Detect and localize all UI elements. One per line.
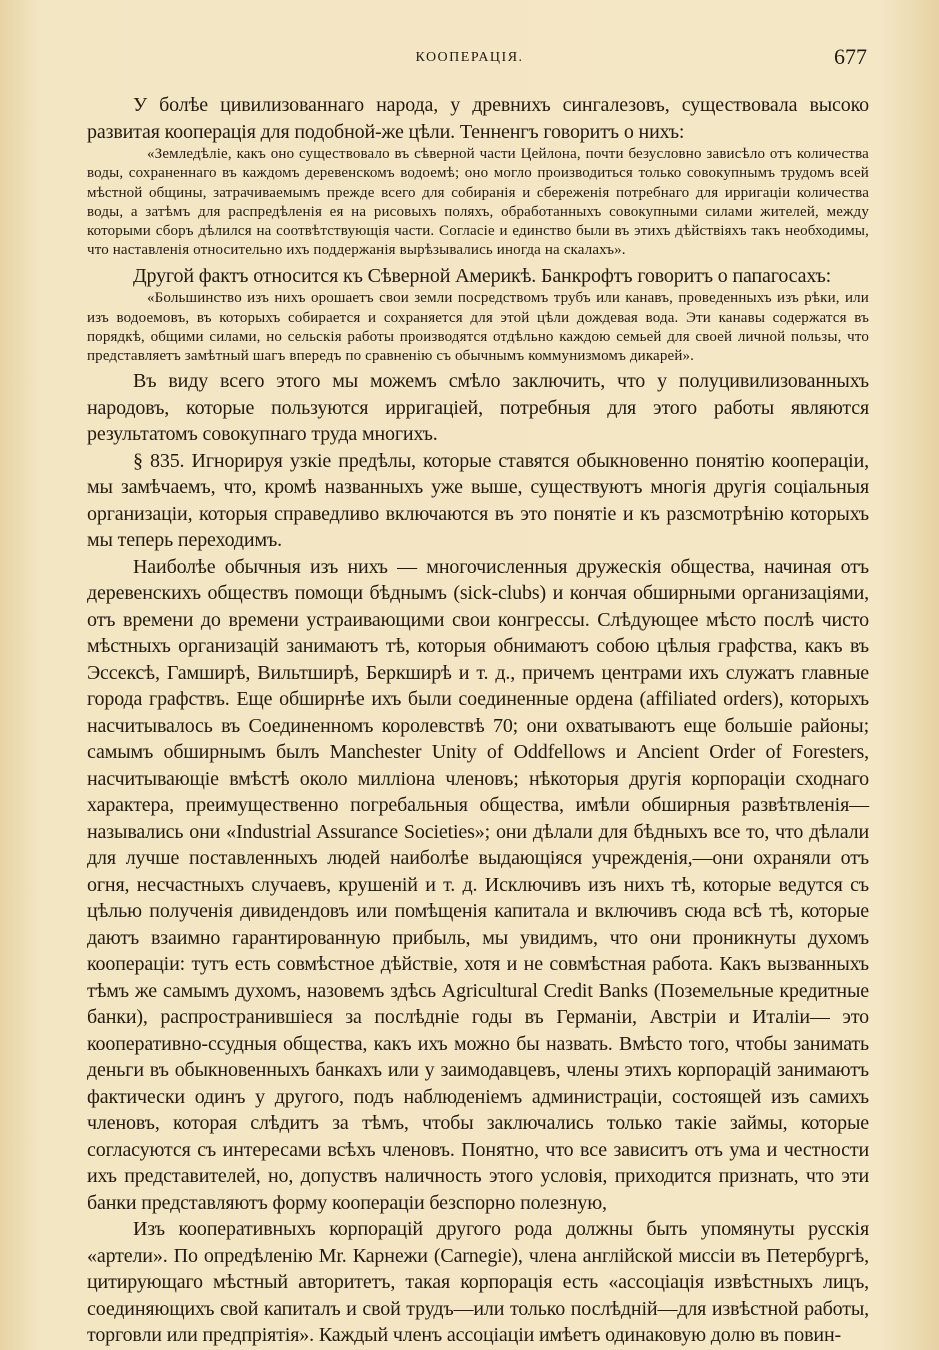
page-number: 677 [834,44,867,69]
section-paragraph: § 835. Игнорируя узкіе предѣлы, которые ставятся обыкновенно понятію коопераціи, мы замѣчаемъ, что, кромѣ названныхъ уже выше, существуютъ многія другія соціальныя организаціи, которыя справедливо включаются въ это понятіе и къ разсмотрѣнію которыхъ мы теперь переходимъ. [87,449,869,552]
paragraph: Наиболѣе обычныя изъ нихъ — многочисленныя дружескія общества, начиная отъ деревенскихъ обществъ помощи бѣднымъ (sick-clubs) и кончая обширными организаціями, отъ времени до времени устраивающими свои конгрессы. Слѣдующее мѣсто послѣ чисто мѣстныхъ организацій занимаютъ тѣ, которыя обнимаютъ собою цѣлыя графства, какъ въ Эссексѣ, Гамширѣ, Вильтширѣ, Беркширѣ и т. д., причемъ центрами ихъ служатъ главные города графствъ. Еще обширнѣе ихъ были соединенные ордена (affiliated orders), которыхъ насчитывалось въ Соединенномъ королевствѣ 70; они охватываютъ еще большіе районы; самымъ обширнымъ былъ Manchester Unity of Oddfellows и Ancient Order of Foresters, насчитывающіе вмѣстѣ около милліона членовъ; нѣкоторыя другія корпораціи сходнаго характера, преимущественно погребальныя общества, имѣли обширныя развѣтвленія— назывались они «Industrial Assurance Societies»; они дѣлали для бѣдныхъ все то, что дѣлали для лучше поставленныхъ людей наиболѣе выдающіяся учрежденія,—они охраняли отъ огня, несчастныхъ случаевъ, крушеній и т. д. Исключивъ изъ нихъ тѣ, которые ведутся съ цѣлью полученія дивидендовъ или помѣщенія капитала и включивъ сюда всѣ тѣ, которые даютъ взаимно гарантированную прибыль, мы увидимъ, что они проникнуты духомъ коопераціи: тутъ есть совмѣстное дѣйствіе, хотя и не совмѣстная работа. Какъ вызванныхъ тѣмъ же самымъ духомъ, назовемъ здѣсь Agricultural Credit Banks (Поземельные кредитные банки), распространившіеся за послѣдніе годы въ Германіи, Австріи и Италіи— это кооперативно-ссудныя общества, какъ ихъ можно бы назвать. Вмѣсто того, чтобы занимать деньги въ обыкновенныхъ банкахъ или у заимодавцевъ, члены этихъ корпорацій занимаютъ фактически одинъ у другого, подъ наблюденіемъ администраціи, состоящей изъ самихъ членовъ, которая слѣдитъ за тѣмъ, чтобы заключались только такіе займы, которые согласуются съ интересами всѣхъ членовъ. Понятно, что все зависитъ отъ ума и честности ихъ представителей, но, допуствъ наличность этого условія, приходится признать, что эти банки представляютъ форму коопераціи безспорно полезную, [87,555,869,1214]
running-title: КООПЕРАЦІЯ. [415,50,524,65]
body-text [87,92,869,1349]
running-header [0,44,939,74]
paragraph: Въ виду всего этого мы можемъ смѣло заключить, что у полуцивилизованныхъ народовъ, которые пользуются ирригаціей, потребныя для этого работы являются результатомъ совокупнаго труда многихъ. [87,370,869,446]
block-quote: «Земледѣліе, какъ оно существовало въ сѣверной части Цейлона, почти безусловно зависѣло отъ количества воды, сохраненнаго въ каждомъ деревенскомъ водоемѣ; оно могло производиться только совокупнымъ трудомъ всей мѣстной общины, затрачиваемымъ прежде всего для собиранія и сбереженія потребнаго для ирригаціи количества воды, а затѣмъ для распредѣленія ея на рисовыхъ поляхъ, обработанныхъ совокупными силами жителей, между которыми сборъ дѣлился на соотвѣтствующія части. Согласіе и единство были въ этихъ дѣйствіяхъ такъ необходимы, что наставленія относительно ихъ поддержанія вырѣзывались иногда на скалахъ». [87,146,869,259]
paragraph: У болѣе цивилизованнаго народа, у древнихъ сингалезовъ, существовала высоко развитая кооперація для подобной-же цѣли. Тенненгъ говоритъ о нихъ: [87,94,869,143]
paragraph: Другой фактъ относится къ Сѣверной Америкѣ. Банкрофтъ говоритъ о папагосахъ: [133,264,832,287]
paragraph: Изъ кооперативныхъ корпорацій другого рода должны быть упомянуты русскія «артели». По опредѣленію Mr. Карнежи (Carnegie), члена англійской миссіи въ Петербургѣ, цитирующаго мѣстный авторитетъ, такая корпорація есть «ассоціація извѣстныхъ лицъ, соединяющихъ свой капиталъ и свой трудъ—или только послѣдній—для извѣстной работы, торговли или предпріятія». Каждый членъ ассоціаціи имѣетъ одинаковую долю въ повин- [87,1218,869,1347]
block-quote: «Большинство изъ нихъ орошаетъ свои земли посредствомъ трубъ или канавъ, проведенныхъ изъ рѣки, или изъ водоемовъ, въ которыхъ собирается и сохраняется для этой цѣли дождевая вода. Эти канавы содержатся въ порядкѣ, общими силами, но сельскія работы производятся отдѣльно каждою семьей для своей личной пользы, что представляетъ замѣтный шагъ впередъ по сравненію съ обычнымъ коммунизмомъ дикарей». [87,290,869,365]
